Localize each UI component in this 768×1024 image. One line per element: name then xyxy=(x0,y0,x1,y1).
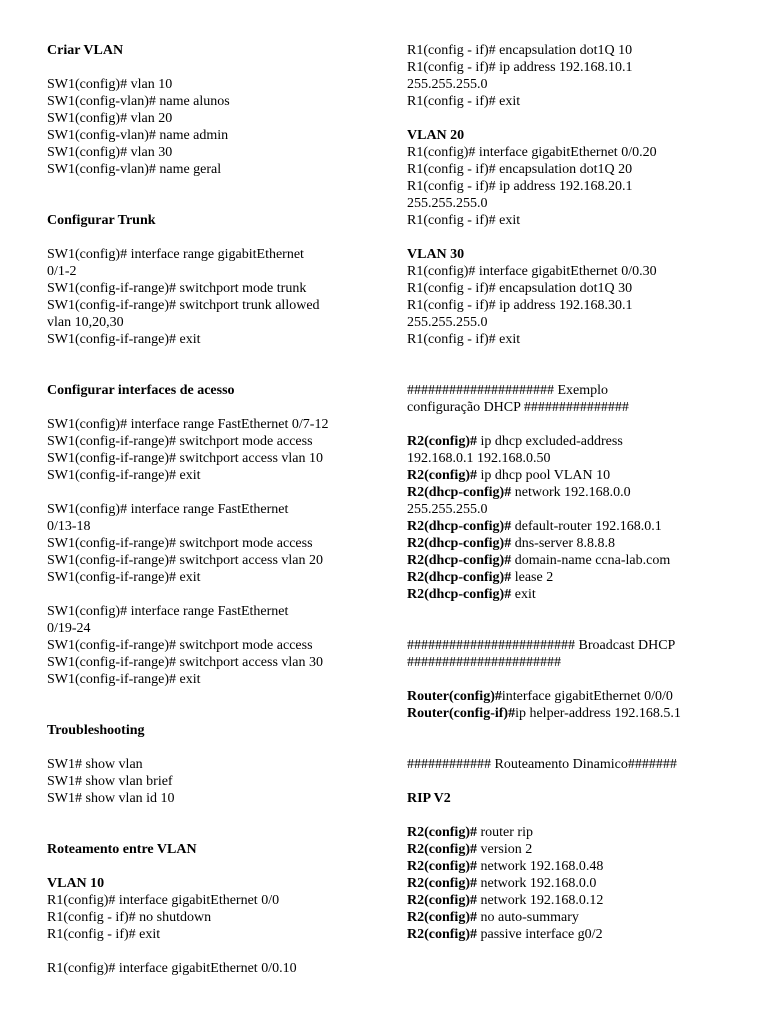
command-line: configuração DHCP ############### xyxy=(407,400,629,415)
spacer xyxy=(47,195,377,212)
command-line: R1(config - if)# exit xyxy=(407,213,521,228)
spacer xyxy=(407,807,737,824)
spacer xyxy=(47,943,377,960)
command-line xyxy=(407,688,737,705)
spacer xyxy=(407,722,737,739)
command-line xyxy=(407,824,737,841)
command-prompt: R2(config)# xyxy=(407,927,477,942)
command-text: ip helper-address 192.168.5.1 xyxy=(515,706,681,721)
command-prompt: R2(config)# xyxy=(407,893,477,908)
right-column xyxy=(407,42,737,943)
command-line: 255.255.255.0 xyxy=(407,196,488,211)
command-text: ip dhcp pool VLAN 10 xyxy=(477,468,611,483)
spacer xyxy=(47,858,377,875)
command-line: SW1(config-vlan)# name geral xyxy=(47,162,222,177)
command-line: R1(config)# interface gigabitEthernet 0/0.30 xyxy=(407,264,657,279)
command-line xyxy=(407,535,737,552)
command-text: passive interface g0/2 xyxy=(477,927,603,942)
command-text: ip dhcp excluded-address xyxy=(477,434,623,449)
command-line: vlan 10,20,30 xyxy=(47,315,124,330)
spacer xyxy=(407,365,737,382)
command-line: SW1(config-if-range)# exit xyxy=(47,468,201,483)
command-line xyxy=(407,518,737,535)
command-line: ###################### xyxy=(407,655,561,670)
command-text: dns-server 8.8.8.8 xyxy=(511,536,616,551)
spacer xyxy=(407,671,737,688)
command-line: SW1(config-if-range)# switchport access vlan 10 xyxy=(47,451,324,466)
command-line xyxy=(407,926,737,943)
command-prompt: R2(config)# xyxy=(407,910,477,925)
command-line: R1(config - if)# no shutdown xyxy=(47,910,212,925)
spacer xyxy=(47,586,377,603)
command-prompt: R2(config)# xyxy=(407,876,477,891)
spacer xyxy=(47,59,377,76)
command-text: version 2 xyxy=(477,842,533,857)
command-text: network 192.168.0.48 xyxy=(477,859,604,874)
command-line: R1(config)# interface gigabitEthernet 0/0 xyxy=(47,893,280,908)
command-line: R1(config - if)# ip address 192.168.30.1 xyxy=(407,298,633,313)
command-line: R1(config - if)# ip address 192.168.20.1 xyxy=(407,179,633,194)
command-text: no auto-summary xyxy=(477,910,579,925)
command-line: SW1(config)# interface range FastEthernet xyxy=(47,502,289,517)
spacer xyxy=(47,824,377,841)
command-text: domain-name ccna-lab.com xyxy=(511,553,671,568)
command-line: R1(config)# interface gigabitEthernet 0/0.10 xyxy=(47,961,297,976)
command-line: SW1(config-vlan)# name alunos xyxy=(47,94,230,109)
command-line: SW1(config-if-range)# exit xyxy=(47,332,201,347)
section-heading: Roteamento entre VLAN xyxy=(47,842,197,857)
spacer xyxy=(47,399,377,416)
command-prompt: R2(dhcp-config)# xyxy=(407,485,512,500)
command-line: SW1(config)# vlan 30 xyxy=(47,145,173,160)
command-line xyxy=(407,467,737,484)
section-heading: RIP V2 xyxy=(407,791,451,806)
spacer xyxy=(407,620,737,637)
spacer xyxy=(47,365,377,382)
spacer xyxy=(47,484,377,501)
command-prompt: R2(config)# xyxy=(407,825,477,840)
section-heading: VLAN 20 xyxy=(407,128,465,143)
spacer xyxy=(47,705,377,722)
command-line: SW1(config)# interface range FastEthernet 0/7-12 xyxy=(47,417,329,432)
spacer xyxy=(407,773,737,790)
command-line: SW1(config-if-range)# exit xyxy=(47,672,201,687)
spacer xyxy=(407,416,737,433)
command-line: 255.255.255.0 xyxy=(407,502,488,517)
spacer xyxy=(407,348,737,365)
command-line: SW1(config)# vlan 20 xyxy=(47,111,173,126)
command-text: network 192.168.0.0 xyxy=(477,876,597,891)
command-line: 0/1-2 xyxy=(47,264,77,279)
command-line: SW1(config-if-range)# switchport mode trunk xyxy=(47,281,307,296)
section-heading: Troubleshooting xyxy=(47,723,145,738)
spacer xyxy=(47,229,377,246)
command-line: 255.255.255.0 xyxy=(407,77,488,92)
command-prompt: R2(config)# xyxy=(407,842,477,857)
command-line: SW1(config-if-range)# switchport access vlan 20 xyxy=(47,553,324,568)
command-line: SW1(config)# interface range gigabitEthernet xyxy=(47,247,304,262)
command-line xyxy=(407,909,737,926)
spacer xyxy=(47,348,377,365)
command-line: ############ Routeamento Dinamico####### xyxy=(407,757,677,772)
command-line: SW1# show vlan id 10 xyxy=(47,791,175,806)
command-text: interface gigabitEthernet 0/0/0 xyxy=(501,689,673,704)
command-line xyxy=(407,892,737,909)
command-line xyxy=(407,569,737,586)
command-line: R1(config)# interface gigabitEthernet 0/0.20 xyxy=(407,145,657,160)
section-heading: Configurar interfaces de acesso xyxy=(47,383,235,398)
section-heading: Criar VLAN xyxy=(47,43,124,58)
command-text: lease 2 xyxy=(511,570,554,585)
command-line: SW1(config-if-range)# switchport mode access xyxy=(47,434,313,449)
spacer xyxy=(407,229,737,246)
command-line xyxy=(407,433,737,450)
command-line: SW1(config-if-range)# switchport access vlan 30 xyxy=(47,655,324,670)
command-prompt: R2(dhcp-config)# xyxy=(407,553,512,568)
command-line: SW1(config-if-range)# exit xyxy=(47,570,201,585)
command-prompt: R2(dhcp-config)# xyxy=(407,519,512,534)
command-line: SW1# show vlan xyxy=(47,757,143,772)
command-prompt: R2(config)# xyxy=(407,859,477,874)
spacer xyxy=(47,807,377,824)
command-text: network 192.168.0.12 xyxy=(477,893,604,908)
command-line: R1(config - if)# encapsulation dot1Q 20 xyxy=(407,162,633,177)
command-line: ######################## Broadcast DHCP xyxy=(407,638,676,653)
command-prompt: Router(config-if)# xyxy=(407,706,516,721)
command-line xyxy=(407,586,737,603)
command-prompt: R2(config)# xyxy=(407,468,477,483)
section-heading: VLAN 30 xyxy=(407,247,465,262)
command-line: R1(config - if)# encapsulation dot1Q 10 xyxy=(407,43,633,58)
command-line xyxy=(407,552,737,569)
command-line: R1(config - if)# ip address 192.168.10.1 xyxy=(407,60,633,75)
spacer xyxy=(47,688,377,705)
spacer xyxy=(407,739,737,756)
command-line: SW1(config)# vlan 10 xyxy=(47,77,173,92)
command-line: R1(config - if)# exit xyxy=(407,94,521,109)
command-text: default-router 192.168.0.1 xyxy=(511,519,662,534)
left-column xyxy=(47,42,377,977)
command-text: network 192.168.0.0 xyxy=(511,485,631,500)
command-line: 0/13-18 xyxy=(47,519,91,534)
command-line xyxy=(407,875,737,892)
command-prompt: R2(dhcp-config)# xyxy=(407,570,512,585)
spacer xyxy=(407,110,737,127)
command-prompt: R2(dhcp-config)# xyxy=(407,536,512,551)
spacer xyxy=(407,603,737,620)
spacer xyxy=(47,178,377,195)
command-line: 192.168.0.1 192.168.0.50 xyxy=(407,451,551,466)
section-heading: Configurar Trunk xyxy=(47,213,156,228)
command-line: SW1(config-vlan)# name admin xyxy=(47,128,229,143)
command-line: R1(config - if)# exit xyxy=(407,332,521,347)
command-prompt: R2(config)# xyxy=(407,434,477,449)
command-line xyxy=(407,841,737,858)
command-line: 255.255.255.0 xyxy=(407,315,488,330)
command-prompt: Router(config)# xyxy=(407,689,502,704)
command-text: exit xyxy=(511,587,536,602)
section-heading: VLAN 10 xyxy=(47,876,105,891)
spacer xyxy=(47,739,377,756)
command-line: R1(config - if)# encapsulation dot1Q 30 xyxy=(407,281,633,296)
command-prompt: R2(dhcp-config)# xyxy=(407,587,512,602)
command-text: router rip xyxy=(477,825,533,840)
command-line: SW1(config-if-range)# switchport mode access xyxy=(47,638,313,653)
command-line: 0/19-24 xyxy=(47,621,91,636)
command-line: ##################### Exemplo xyxy=(407,383,609,398)
command-line: SW1(config-if-range)# switchport trunk allowed xyxy=(47,298,320,313)
command-line: SW1(config-if-range)# switchport mode access xyxy=(47,536,313,551)
command-line xyxy=(407,858,737,875)
command-line: R1(config - if)# exit xyxy=(47,927,161,942)
command-line: SW1(config)# interface range FastEthernet xyxy=(47,604,289,619)
command-line xyxy=(407,484,737,501)
command-line: SW1# show vlan brief xyxy=(47,774,173,789)
command-line xyxy=(407,705,737,722)
